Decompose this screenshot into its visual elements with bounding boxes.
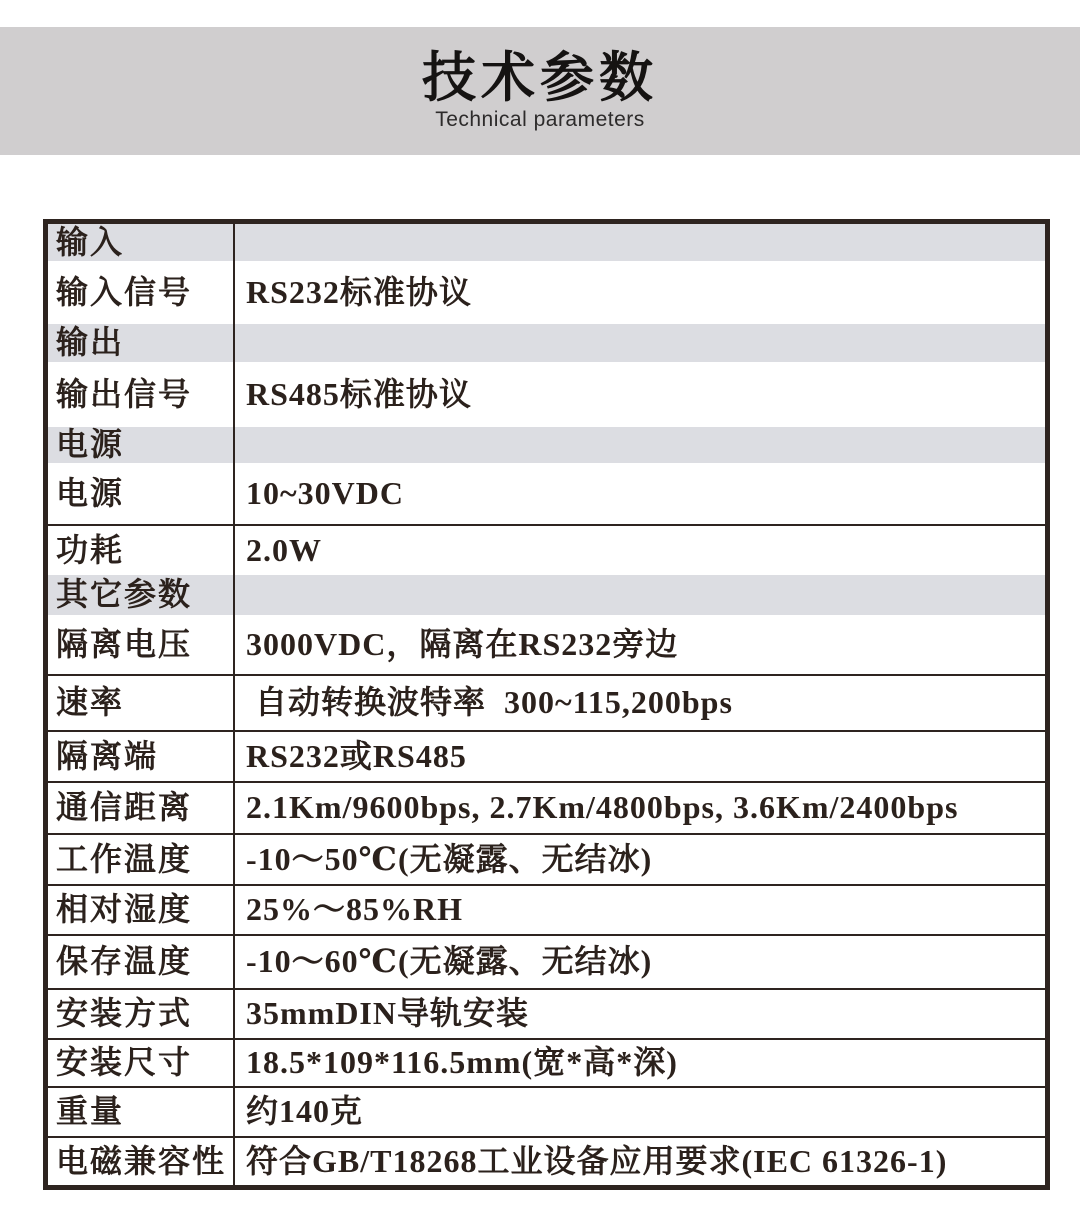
header-band	[0, 27, 1080, 155]
row-label: 功耗	[48, 526, 235, 575]
row-label: 电磁兼容性	[48, 1138, 235, 1185]
row-value: 约140克	[246, 1093, 364, 1130]
page-subtitle: Technical parameters	[435, 107, 645, 131]
table-row-relative-humidity	[48, 884, 1045, 934]
table-row-operating-temperature	[48, 833, 1045, 884]
table-row-power-consumption	[48, 524, 1045, 575]
page-title: 技术参数	[422, 47, 658, 108]
table-section-row-other-params	[48, 575, 1045, 615]
row-label: 相对湿度	[48, 886, 235, 934]
row-value: 符合GB/T18268工业设备应用要求(IEC 61326-1)	[246, 1142, 948, 1179]
row-value: 35mmDIN导轨安装	[246, 995, 529, 1032]
row-label: 输出信号	[48, 362, 235, 427]
table-row-mounting-dimensions	[48, 1038, 1045, 1086]
table-row-power-supply	[48, 463, 1045, 524]
row-value	[235, 427, 1045, 463]
row-label: 隔离端	[48, 732, 235, 781]
row-value: 2.1Km/9600bps, 2.7Km/4800bps, 3.6Km/2400bps	[246, 789, 959, 826]
row-label: 输入信号	[48, 261, 235, 324]
row-value: -10～60℃(无凝露、无结冰)	[246, 943, 653, 980]
row-label: 工作温度	[48, 835, 235, 884]
table-section-row-input	[48, 224, 1045, 261]
row-label: 其它参数	[48, 575, 235, 615]
row-label: 隔离电压	[48, 615, 235, 674]
row-label: 输入	[48, 224, 235, 261]
row-value: 25%～85%RH	[246, 891, 464, 928]
row-label: 输出	[48, 324, 235, 362]
row-value: 自动转换波特率 300~115,200bps	[246, 684, 733, 721]
row-value: RS485标准协议	[246, 375, 472, 412]
table-row-output-signal	[48, 362, 1045, 427]
row-value: 2.0W	[246, 531, 322, 568]
table-row-communication-distance	[48, 781, 1045, 833]
table-row-input-signal	[48, 261, 1045, 324]
table-section-row-power	[48, 427, 1045, 463]
table-row-baud-rate	[48, 674, 1045, 730]
row-value: RS232标准协议	[246, 273, 472, 310]
row-label: 安装方式	[48, 990, 235, 1038]
row-label: 电源	[48, 463, 235, 524]
table-row-mounting-method	[48, 988, 1045, 1038]
row-value	[235, 324, 1045, 362]
row-label: 保存温度	[48, 936, 235, 988]
row-label: 通信距离	[48, 783, 235, 833]
row-value: RS232或RS485	[246, 737, 467, 774]
table-row-emc	[48, 1136, 1045, 1185]
row-value	[235, 224, 1045, 261]
row-value	[235, 575, 1045, 615]
spec-table	[43, 219, 1050, 1190]
row-value: 3000VDC，隔离在RS232旁边	[246, 625, 679, 662]
row-value: 10~30VDC	[246, 474, 404, 511]
table-section-row-output	[48, 324, 1045, 362]
table-row-storage-temperature	[48, 934, 1045, 988]
table-row-isolation-side	[48, 730, 1045, 781]
row-label: 安装尺寸	[48, 1040, 235, 1086]
row-label: 电源	[48, 427, 235, 463]
table-row-isolation-voltage	[48, 615, 1045, 674]
row-label: 速率	[48, 676, 235, 730]
table-row-weight	[48, 1086, 1045, 1136]
row-value: -10～50℃(无凝露、无结冰)	[246, 840, 653, 877]
row-label: 重量	[48, 1088, 235, 1136]
row-value: 18.5*109*116.5mm(宽*高*深)	[246, 1044, 678, 1081]
